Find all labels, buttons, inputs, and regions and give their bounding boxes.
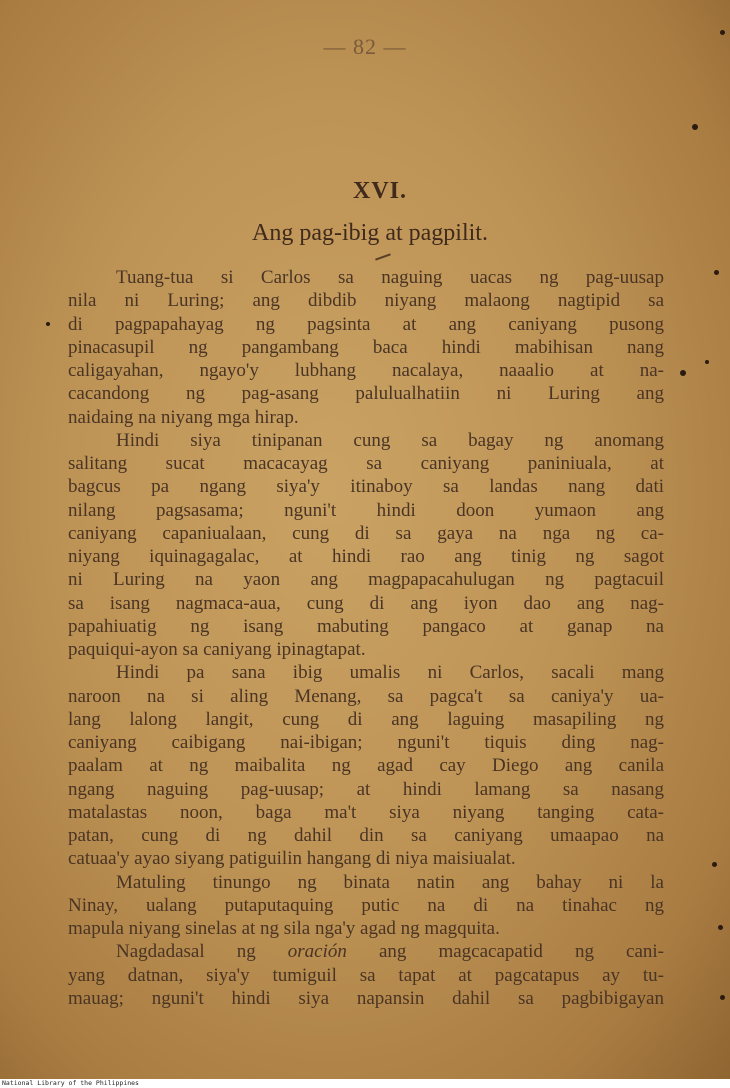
text-line: mapula niyang sinelas at ng sila nga'y agad ng magquita. bbox=[68, 918, 500, 939]
scan-speck bbox=[680, 370, 686, 376]
text-line: sa isang nagmaca-aua, cung di ang iyon dao ang nag- bbox=[68, 592, 664, 614]
emphasis-word: oración bbox=[287, 941, 347, 963]
text-line: pinacasupil ng pangambang baca hindi mabihisan nang bbox=[68, 336, 664, 358]
text-line: Ninay, ualang putaputaquing putic na di na tinahac ng bbox=[68, 894, 664, 916]
scan-speck bbox=[705, 360, 709, 364]
text-line: caligayahan, ngayo'y lubhang nacalaya, naaalio at na- bbox=[68, 360, 664, 381]
text-line: bagcus pa ngang siya'y itinaboy sa landas nang dati bbox=[68, 476, 664, 498]
scan-speck bbox=[692, 124, 698, 130]
text-line: nila ni Luring; ang dibdib niyang malaong nagtipid sa bbox=[68, 290, 664, 312]
text-line: di pagpapahayag ng pagsinta at ang caniyang pusong bbox=[68, 313, 664, 335]
text-line: caniyang caibigang nai-ibigan; nguni't tiquis ding nag- bbox=[68, 732, 664, 753]
body-text bbox=[68, 266, 664, 1010]
text-line: Hindi pa sana ibig umalis ni Carlos, sacali mang bbox=[116, 662, 664, 684]
text-fragment: ang magcacapatid ng cani- bbox=[378, 941, 664, 963]
text-line: salitang sucat macacayag sa caniyang paniniuala, at bbox=[68, 453, 664, 474]
scan-speck bbox=[720, 995, 725, 1000]
text-line: ngang naguing pag-uusap; at hindi lamang sa nasang bbox=[68, 778, 664, 800]
text-fragment: Nagdadasal ng bbox=[116, 941, 256, 963]
scan-speck bbox=[720, 30, 725, 35]
scan-speck bbox=[712, 862, 717, 867]
scan-speck bbox=[718, 925, 723, 930]
text-line: patan, cung di ng dahil din sa caniyang umaapao na bbox=[68, 825, 664, 846]
text-line: lang lalong langit, cung di ang laguing masapiling ng bbox=[68, 708, 664, 730]
text-line: paquiqui-ayon sa caniyang ipinagtapat. bbox=[68, 639, 366, 660]
page-number: — 82 — bbox=[323, 34, 407, 59]
text-line: Tuang-tua si Carlos sa naguing uacas ng pag-uusap bbox=[116, 267, 664, 288]
text-line: Hindi siya tinipanan cung sa bagay ng anomang bbox=[116, 429, 664, 451]
ornament-mark bbox=[375, 253, 391, 260]
scan-speck bbox=[714, 270, 719, 275]
text-line: cacandong ng pag-asang palulualhatiin ni Luring ang bbox=[68, 383, 664, 405]
text-line: nilang pagsasama; nguni't hindi doon yumaon ang bbox=[68, 499, 664, 521]
text-line: naidaing na niyang mga hirap. bbox=[68, 406, 299, 428]
scan-speck bbox=[46, 322, 50, 326]
text-line: niyang iquinagagalac, at hindi rao ang tinig ng sagot bbox=[68, 546, 664, 567]
text-line: matalastas noon, baga ma't siya niyang tanging cata- bbox=[68, 801, 664, 823]
text-line: yang datnan, siya'y tumiguil sa tapat at pagcatapus ay tu- bbox=[68, 964, 664, 986]
text-line: ni Luring na yaon ang magpapacahulugan ng pagtacuil bbox=[68, 569, 664, 591]
text-line: naroon na si aling Menang, sa pagca't sa caniya'y ua- bbox=[68, 685, 664, 707]
chapter-number: XVI. bbox=[352, 178, 407, 204]
text-line: paalam at ng maibalita ng agad cay Diego ang canila bbox=[68, 755, 664, 777]
text-line-with-emphasis bbox=[68, 940, 664, 963]
text-line: Matuling tinungo ng binata natin ang bahay ni la bbox=[116, 871, 664, 893]
text-line: catuaa'y ayao siyang patiguilin hangang di niya maisiualat. bbox=[68, 848, 516, 870]
footer-credit: National Library of the Philippines bbox=[0, 1079, 730, 1088]
chapter-title: Ang pag-ibig at pagpilit. bbox=[252, 220, 488, 246]
text-line: papahiuatig ng isang mabuting pangaco at ganap na bbox=[68, 615, 664, 637]
text-line: caniyang capaniualaan, cung di sa gaya na nga ng ca- bbox=[68, 522, 664, 544]
text-line: mauag; nguni't hindi siya napansin dahil sa pagbibigayan bbox=[68, 987, 664, 1009]
